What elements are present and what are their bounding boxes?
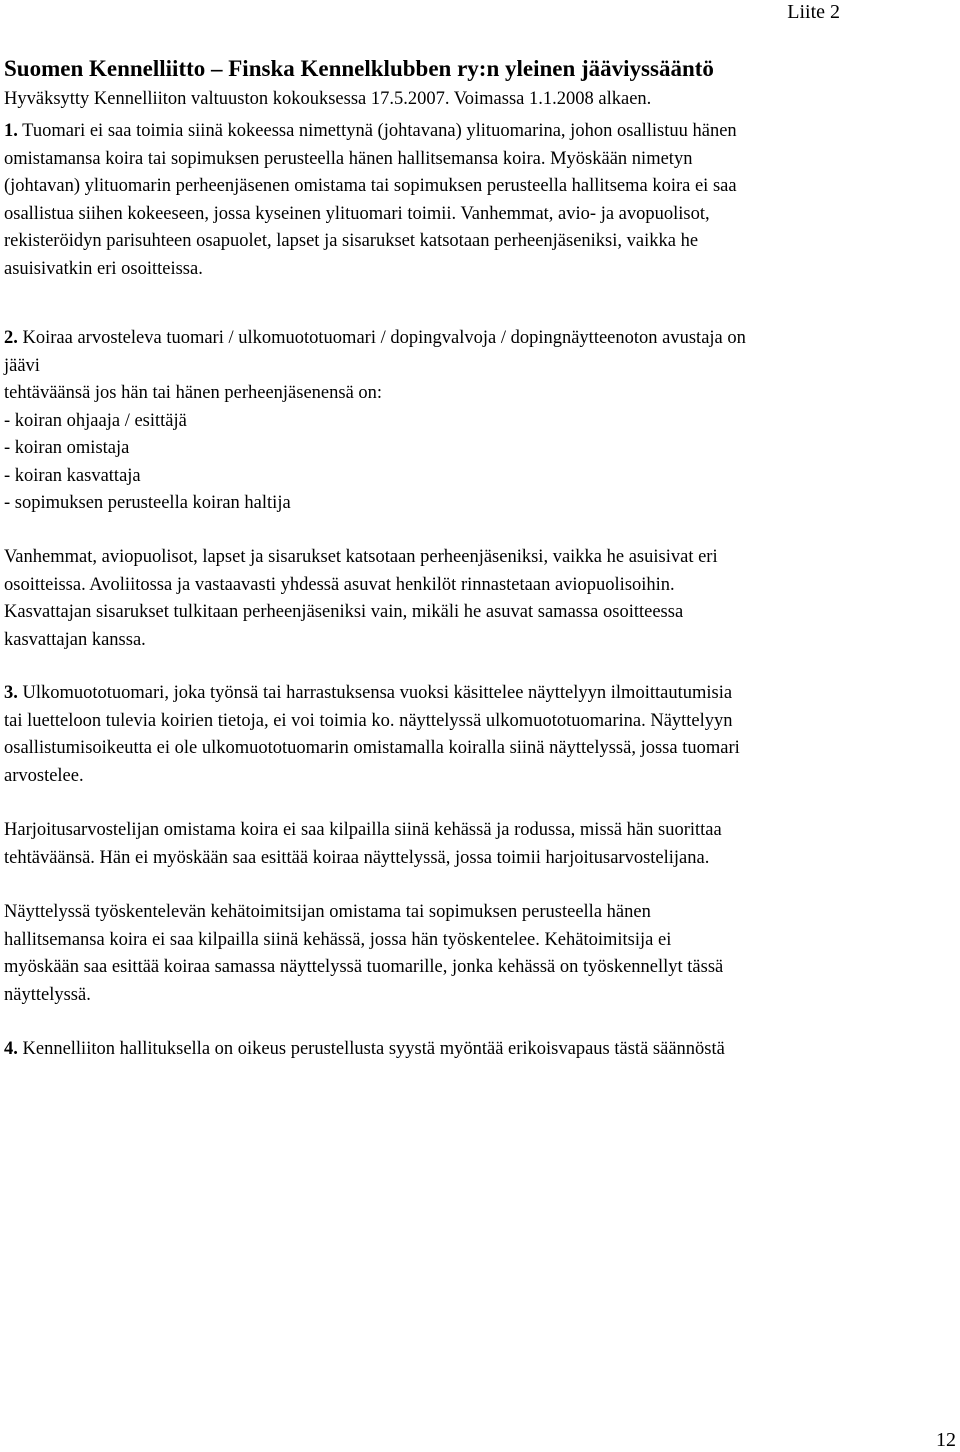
section-3-paragraph-3 [4, 899, 954, 1009]
section-1 [4, 118, 954, 283]
paragraph-line: Näyttelyssä työskentelevän kehätoimitsijan omistama tai sopimuksen perusteella hänen [4, 902, 651, 922]
section-2 [4, 325, 954, 518]
section-3-number: 3. [4, 683, 18, 703]
section-4-number: 4. [4, 1039, 18, 1059]
section-1-text: Tuomari ei saa toimia siinä kokeessa nimettynä (johtavana) ylituomarina, johon osallistuu hänen [17, 121, 737, 141]
paragraph-line: näyttelyssä. [4, 984, 91, 1005]
paragraph-line: Harjoitusarvostelijan omistama koira ei saa kilpailla siinä kehässä ja rodussa, missä hän suorittaa [4, 820, 722, 840]
section-1-line: osallistua siihen kokeeseen, jossa kyseinen ylituomari toimii. Vanhemmat, avio- ja avopuolisot, [4, 203, 710, 224]
list-item: - koiran ohjaaja / esittäjä [4, 410, 187, 431]
section-1-number: 1. [4, 121, 18, 141]
section-4-line [4, 1036, 954, 1064]
section-3-paragraph-2 [4, 817, 954, 872]
section-1-line: (johtavan) ylituomarin perheenjäsenen omistama tai sopimuksen perusteella hallitsema koira ei saa [4, 176, 737, 196]
paragraph-line: hallitsemansa koira ei saa kilpailla siinä kehässä, jossa hän työskentelee. Kehätoimitsija ei [4, 929, 672, 950]
section-3-line: arvostelee. [4, 765, 84, 786]
section-4 [4, 1036, 954, 1064]
list-item: - koiran kasvattaja [4, 465, 141, 486]
section-3-text: Ulkomuototuomari, joka työnsä tai harrastuksensa vuoksi käsittelee näyttelyyn ilmoittautumisia [17, 683, 733, 703]
attachment-label: Liite 2 [787, 1, 840, 23]
section-3-line [4, 680, 954, 708]
section-2-paragraph-2 [4, 544, 954, 654]
list-item: - koiran omistaja [4, 438, 130, 458]
paragraph-line: myöskään saa esittää koiraa samassa näyttelyssä tuomarille, jonka kehässä on työskennellyt tässä [4, 957, 724, 977]
section-3 [4, 680, 954, 790]
document-title: Suomen Kennelliitto – Finska Kennelklubben ry:n yleinen jääviyssääntö [4, 56, 714, 81]
paragraph-line: tehtäväänsä. Hän ei myöskään saa esittää koiraa näyttelyssä, jossa toimii harjoitusarvostelijana. [4, 847, 710, 868]
section-2-line: tehtäväänsä jos hän tai hänen perheenjäsenensä on: [4, 383, 383, 403]
page-number: 12 [936, 1429, 956, 1451]
section-3-line: osallistumisoikeutta ei ole ulkomuototuomarin omistamalla koiralla siinä näyttelyssä, jossa tuomari [4, 738, 740, 758]
section-1-line: asuisivatkin eri osoitteissa. [4, 258, 203, 279]
paragraph-line: kasvattajan kanssa. [4, 629, 146, 650]
section-2-line [4, 325, 954, 353]
section-1-line: rekisteröidyn parisuhteen osapuolet, lapset ja sisarukset katsotaan perheenjäseniksi, vaikka he [4, 231, 699, 251]
paragraph-line: Vanhemmat, aviopuolisot, lapset ja sisarukset katsotaan perheenjäseniksi, vaikka he asuisivat eri [4, 547, 718, 567]
paragraph-line: osoitteissa. Avoliitossa ja vastaavasti yhdessä asuvat henkilöt rinnastetaan aviopuolisoihin. [4, 574, 675, 595]
section-2-line: jäävi [4, 355, 40, 376]
section-1-line [4, 118, 954, 146]
section-2-number: 2. [4, 328, 18, 348]
section-4-text: Kennelliiton hallituksella on oikeus perustellusta syystä myöntää erikoisvapaus tästä säännöstä [17, 1039, 725, 1059]
paragraph-line: Kasvattajan sisarukset tulkitaan perheenjäseniksi vain, mikäli he asuvat samassa osoitteessa [4, 602, 684, 622]
section-1-line: omistamansa koira tai sopimuksen perusteella hänen hallitsemansa koira. Myöskään nimetyn [4, 148, 693, 169]
section-2-text: Koiraa arvosteleva tuomari / ulkomuototuomari / dopingvalvoja / dopingnäytteenoton avustaja on [17, 328, 746, 348]
list-item: - sopimuksen perusteella koiran haltija [4, 493, 291, 513]
section-3-line: tai luetteloon tulevia koirien tietoja, ei voi toimia ko. näyttelyssä ulkomuototuomarina. Näyttelyyn [4, 710, 733, 731]
document-subtitle: Hyväksytty Kennelliiton valtuuston kokouksessa 17.5.2007. Voimassa 1.1.2008 alkaen. [4, 89, 652, 109]
